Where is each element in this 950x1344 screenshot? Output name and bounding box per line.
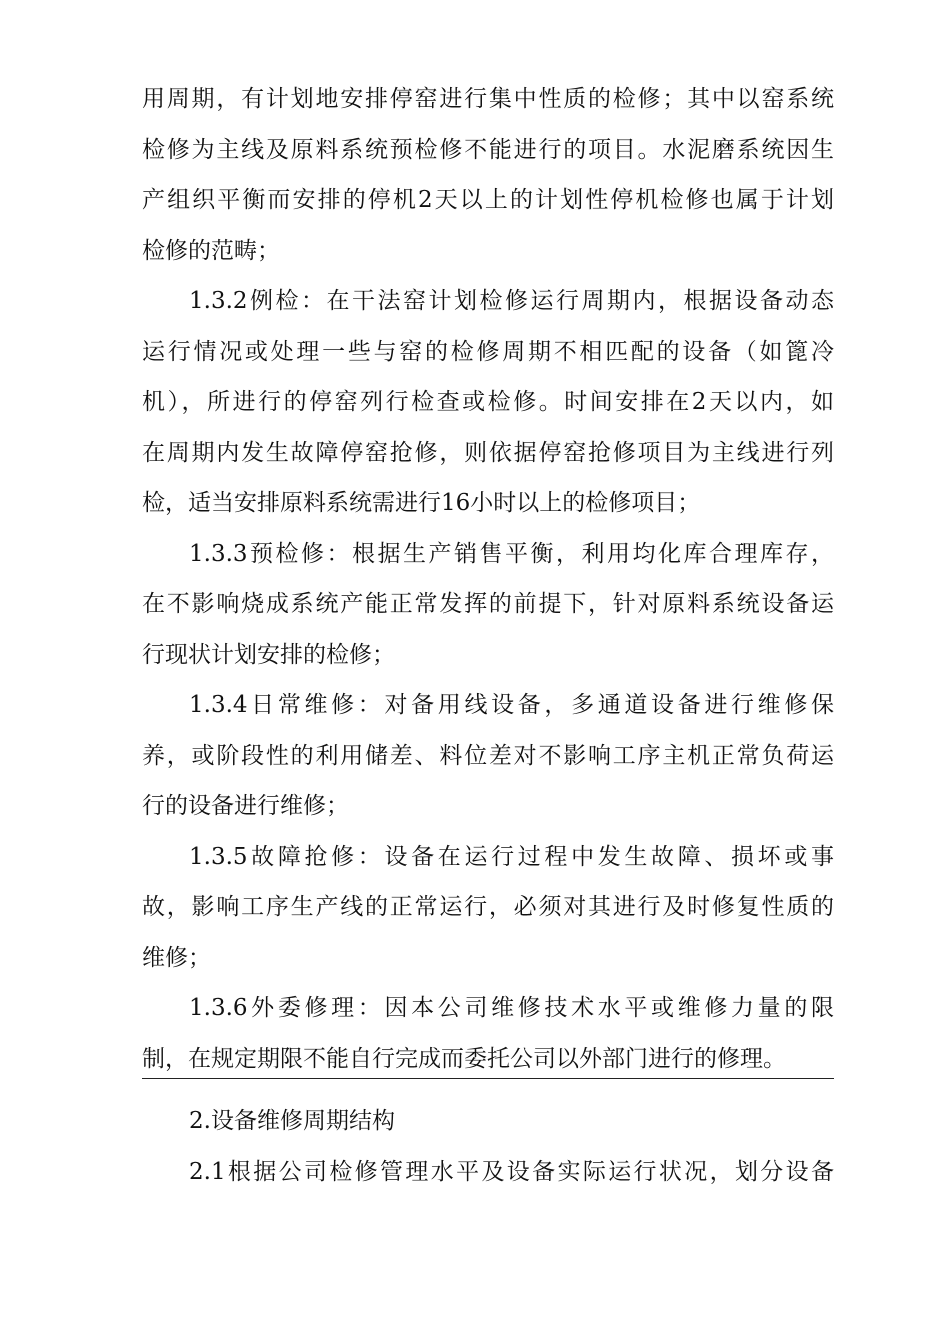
text-line: 运行情况或处理一些与窑的检修周期不相匹配的设备（如篦冷 xyxy=(142,338,834,365)
horizontal-divider xyxy=(142,1078,834,1079)
text-line: 故，影响工序生产线的正常运行，必须对其进行及时修复性质的 xyxy=(142,894,834,920)
text-line: 1.3.4日常维修：对备用线设备，多通道设备进行维修保 xyxy=(189,692,834,718)
text-line: 行的设备进行维修； xyxy=(142,793,349,819)
body-text-upper xyxy=(142,74,834,1084)
text-line: 行现状计划安排的检修； xyxy=(142,641,395,668)
text-line: 检修为主线及原料系统预检修不能进行的项目。水泥磨系统因生 xyxy=(142,136,834,163)
paragraph-1-3-2 xyxy=(142,276,834,529)
text-line: 用周期，有计划地安排停窑进行集中性质的检修；其中以窑系统 xyxy=(142,86,834,112)
text-line: 养，或阶段性的利用储差、料位差对不影响工序主机正常负荷运 xyxy=(142,742,834,769)
text-line: 在不影响烧成系统产能正常发挥的前提下，针对原料系统设备运 xyxy=(142,591,834,617)
text-line: 检修的范畴； xyxy=(142,237,280,264)
paragraph-intro-continuation xyxy=(142,74,834,276)
text-line: 制，在规定期限不能自行完成而委托公司以外部门进行的修理。 xyxy=(142,1045,786,1072)
text-line: 维修； xyxy=(142,944,211,971)
paragraph-1-3-5 xyxy=(142,832,834,984)
section-heading: 2.设备维修周期结构 xyxy=(189,1108,395,1134)
text-line: 产组织平衡而安排的停机2天以上的计划性停机检修也属于计划 xyxy=(142,187,834,213)
paragraph-1-3-3 xyxy=(142,529,834,681)
text-line: 2.1根据公司检修管理水平及设备实际运行状况，划分设备 xyxy=(189,1158,834,1185)
text-line: 在周期内发生故障停窑抢修，则依据停窑抢修项目为主线进行列 xyxy=(142,439,834,466)
body-text-lower xyxy=(142,1096,834,1197)
paragraph-1-3-4 xyxy=(142,680,834,832)
text-line: 1.3.5故障抢修：设备在运行过程中发生故障、损坏或事 xyxy=(189,843,834,870)
paragraph-1-3-6 xyxy=(142,983,834,1084)
text-line: 1.3.6外委修理：因本公司维修技术水平或维修力量的限 xyxy=(189,995,834,1021)
text-line: 1.3.2例检：在干法窑计划检修运行周期内，根据设备动态 xyxy=(189,288,834,314)
text-line: 1.3.3预检修：根据生产销售平衡，利用均化库合理库存， xyxy=(189,540,834,567)
text-line: 机），所进行的停窑列行检查或检修。时间安排在2天以内，如 xyxy=(142,389,834,415)
text-line: 检，适当安排原料系统需进行16小时以上的检修项目； xyxy=(142,490,701,516)
